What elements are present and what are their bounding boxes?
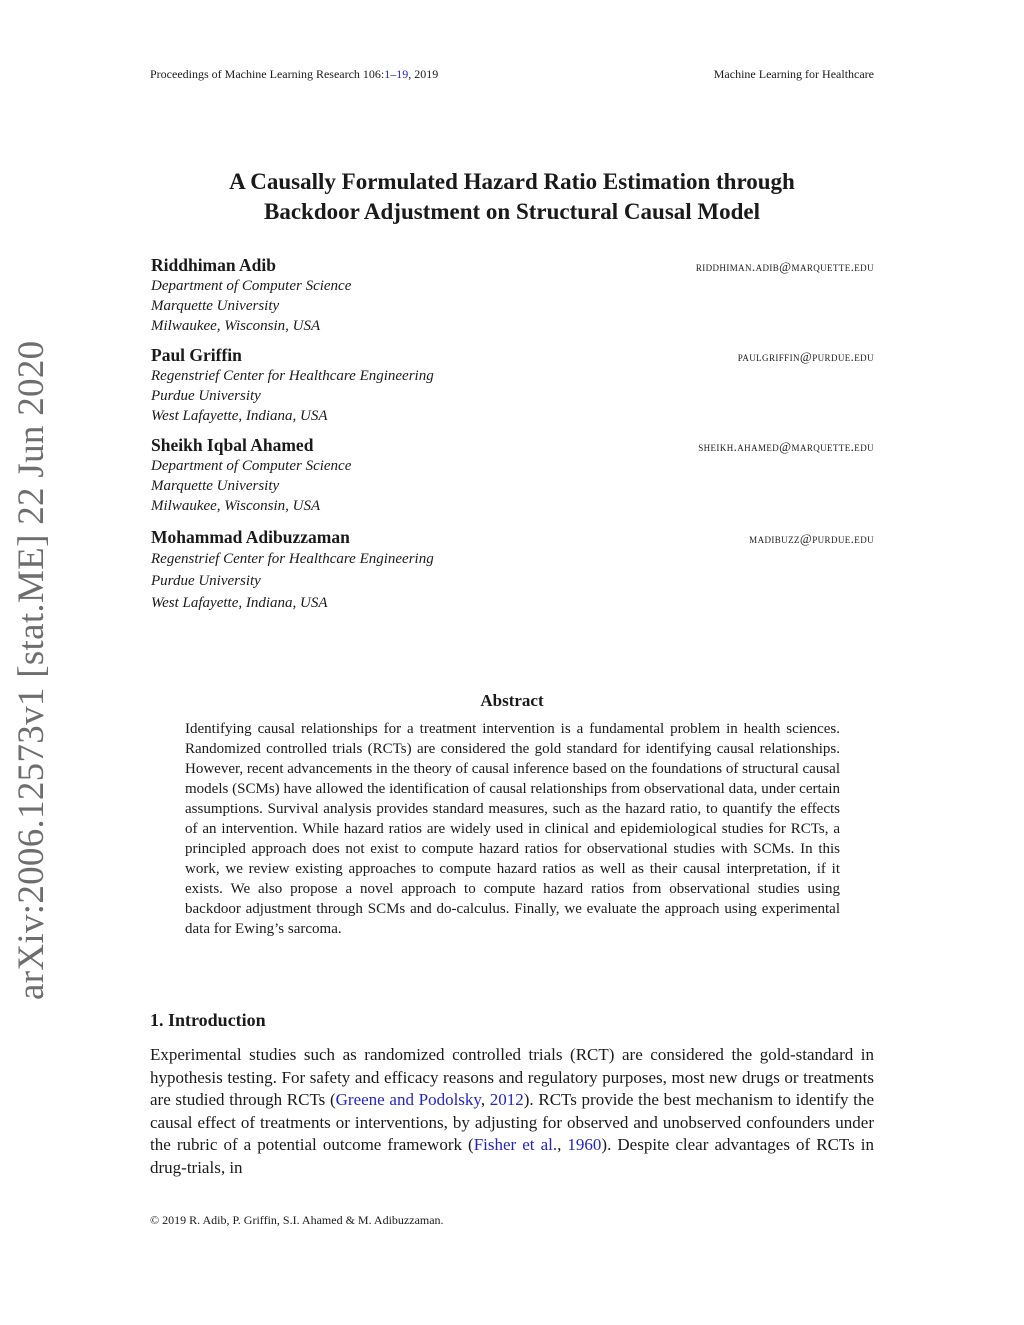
running-header [150, 67, 874, 82]
author-location: West Lafayette, Indiana, USA [151, 595, 328, 611]
author-email: madibuzz@purdue.edu [749, 531, 874, 546]
author-block-1 [151, 255, 874, 336]
citation-year-link[interactable]: 1960 [567, 1135, 602, 1154]
author-institution: Purdue University [151, 388, 261, 404]
author-institution: Marquette University [151, 478, 280, 494]
author-location: West Lafayette, Indiana, USA [151, 408, 328, 424]
author-institution: Purdue University [151, 573, 261, 589]
copyright-footer: © 2019 R. Adib, P. Griffin, S.I. Ahamed & M. Adibuzzaman. [150, 1213, 444, 1227]
author-department: Department of Computer Science [151, 278, 352, 294]
author-block-3 [151, 435, 874, 516]
introduction-paragraph: Experimental studies such as randomized controlled trials (RCT) are considered the gold-standard in hypothesis testing. For safety and efficacy reasons and regulatory purposes, most new drugs or treatments are studied through RCTs (Greene and Podolsky, 2012). RCTs provide the best mechanism to identify the causal effect of treatments or interventions, by adjusting for observed and unobserved confounders under the rubric of a potential outcome framework (Fisher et al., 1960). Despite clear advantages of RCTs in drug-trials, in [150, 1045, 875, 1177]
author-email: paulgriffin@purdue.edu [737, 349, 874, 364]
abstract-body: Identifying causal relationships for a treatment intervention is a fundamental problem in health sciences. Randomized controlled trials (RCTs) are considered the gold standard for identifying causal relationships. However, recent advancements in the theory of causal inference based on the foundations of structural causal models (SCMs) have allowed the identification of causal relationships from observational data, under certain assumptions. Survival analysis provides standard measures, such as the hazard ratio, to quantify the effects of an intervention. While hazard ratios are widely used in clinical and epidemiological studies for RCTs, a principled approach does not exist to compute hazard ratios for observational studies with SCMs. In this work, we review existing approaches to compute hazard ratios as well as their causal interpretation, if it exists. We also propose a novel approach to compute hazard ratios from observational studies using backdoor adjustment through SCMs and do-calculus. Finally, we evaluate the approach using experimental data for Ewing’s sarcoma. [185, 721, 840, 937]
citation-link[interactable]: Fisher et al. [473, 1135, 558, 1154]
author-block-4 [151, 527, 874, 614]
paper-title: A Causally Formulated Hazard Ratio Estimation through Backdoor Adjustment on Structural Causal Model [229, 169, 795, 224]
page-range-start-link[interactable]: 1 [384, 67, 391, 81]
arxiv-sidebar-stamp: arXiv:2006.12573v1 [stat.ME] 22 Jun 2020 [11, 340, 52, 1000]
abstract-heading: Abstract [480, 691, 544, 710]
author-name: Paul Griffin [151, 345, 242, 365]
author-name: Mohammad Adibuzzaman [151, 527, 350, 547]
author-block-2 [151, 345, 874, 426]
proceedings-info: Proceedings of Machine Learning Research 106:1–19, 2019 [150, 67, 439, 81]
author-name: Riddhiman Adib [151, 255, 276, 275]
author-department: Regenstrief Center for Healthcare Engineering [151, 368, 434, 384]
author-location: Milwaukee, Wisconsin, USA [151, 498, 321, 514]
author-name: Sheikh Iqbal Ahamed [151, 435, 314, 455]
author-institution: Marquette University [151, 298, 280, 314]
citation-link[interactable]: Greene and Podolsky [335, 1090, 481, 1109]
author-department: Department of Computer Science [151, 458, 352, 474]
venue-name: Machine Learning for Healthcare [713, 67, 874, 81]
author-location: Milwaukee, Wisconsin, USA [151, 318, 321, 334]
author-department: Regenstrief Center for Healthcare Engineering [151, 551, 434, 567]
author-email: riddhiman.adib@marquette.edu [695, 259, 874, 274]
section-heading-introduction: 1. Introduction [150, 1010, 266, 1030]
page-range-end-link[interactable]: 19 [396, 67, 409, 81]
author-email: sheikh.ahamed@marquette.edu [698, 439, 874, 454]
citation-year-link[interactable]: 2012 [489, 1090, 524, 1109]
